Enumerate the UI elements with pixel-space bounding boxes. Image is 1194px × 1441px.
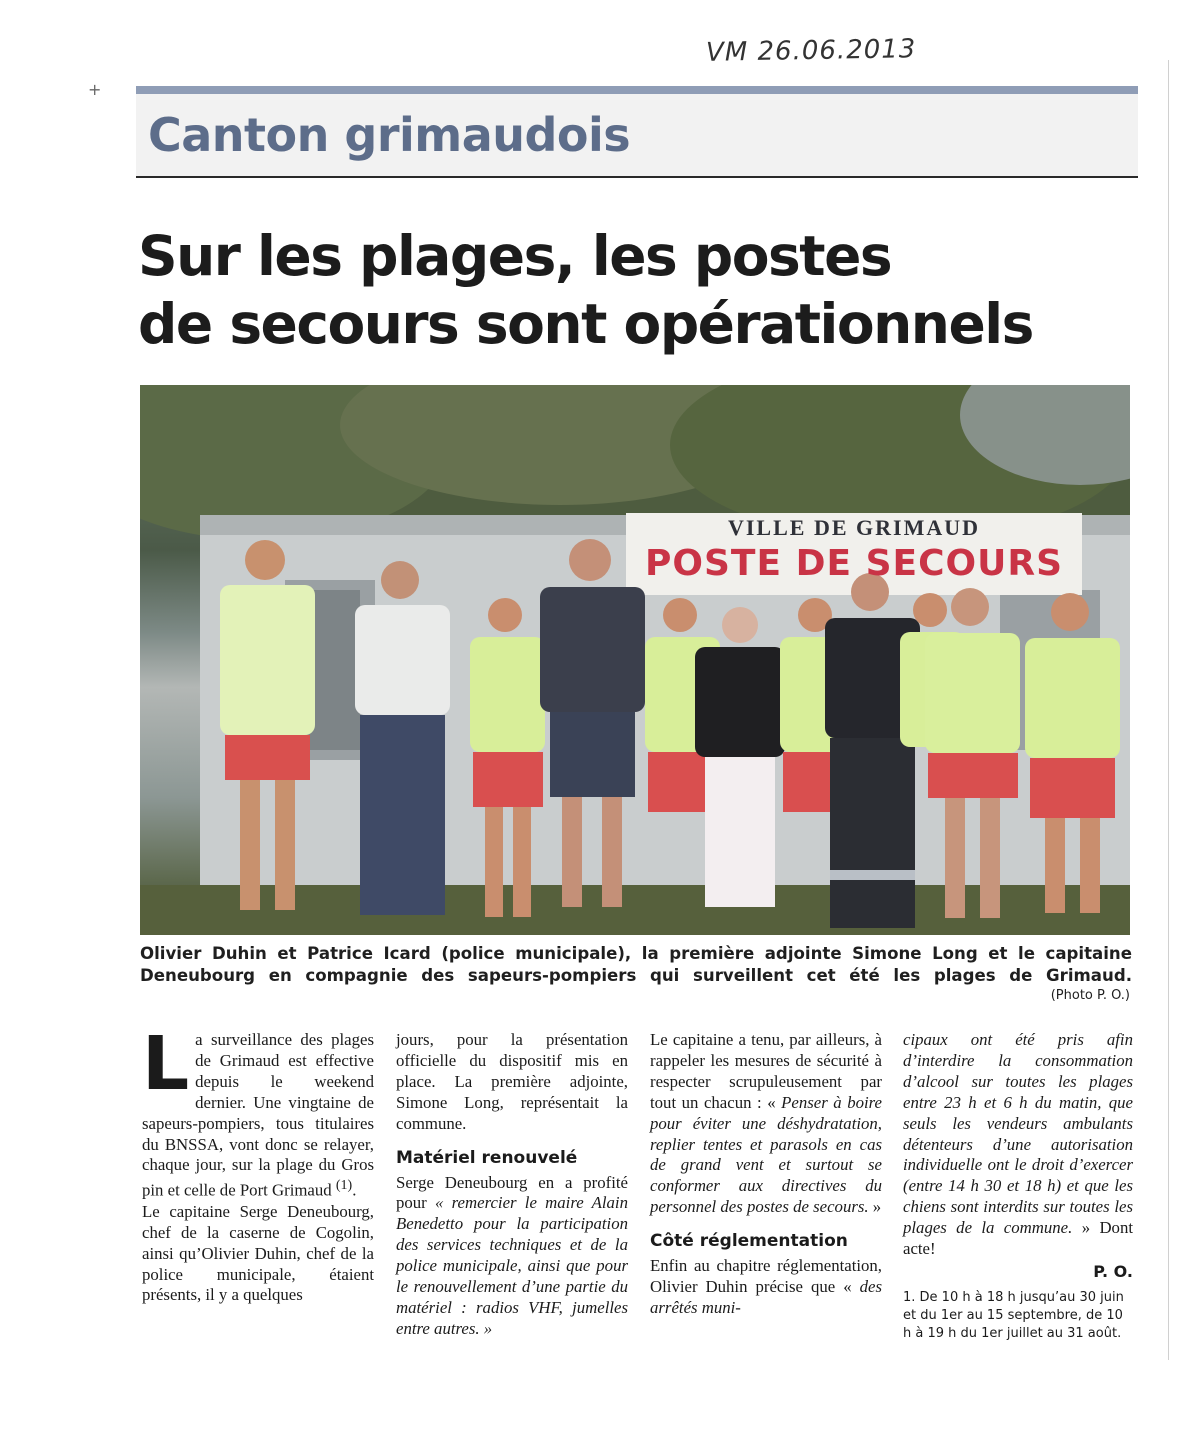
paragraph-5-quote: Penser à boire pour éviter une déshydratation, replier tentes et parasols en cas de grand vent et surtout se conformer aux directives du personnel des postes de secours. — [650, 1092, 882, 1217]
handwritten-date-note: VM 26.06.2013 — [705, 34, 917, 68]
paragraph-4-intro: Serge Deneubourg en a profité pour — [396, 1172, 628, 1213]
poste-de-secours-sign — [628, 515, 1080, 593]
section-top-rule — [136, 86, 1138, 94]
subheading-materiel: Matériel renouvelé — [396, 1147, 578, 1168]
page-fold-line — [1168, 60, 1169, 1360]
paragraph-2: Le capitaine Serge Deneubourg, chef de la caserne de Cogolin, ainsi qu’Olivier Duhin, chef de la police municipale, étaient présents, il y a quelques — [142, 1201, 374, 1305]
paragraph-7-end: » Dont acte! — [903, 1218, 1134, 1259]
sign-line-1: VILLE DE GRIMAUD — [727, 515, 981, 540]
section-bottom-rule — [136, 176, 1138, 178]
article-column-2 — [396, 1030, 628, 1340]
paragraph-7-quote: cipaux ont été pris afin d’interdire la consommation d’alcool sur toutes les plages entre 23 h et 6 h du matin, que seuls les vendeurs ambulants détenteurs d’une autorisation individuelle ont le droit d’exercer (entre 14 h 30 et 18 h) et que les chiens sont interdits sur toutes les plages de la commune. — [903, 1030, 1133, 1238]
paragraph-4 — [396, 1173, 628, 1340]
paragraph-6-quote: des arrêtés muni- — [650, 1277, 882, 1317]
paragraph-6 — [650, 1256, 882, 1319]
article-photo — [140, 385, 1130, 935]
footnote-ref: (1) — [335, 1178, 353, 1194]
footnote: 1. De 10 h à 18 h jusqu’au 30 juin et du 1er au 15 septembre, de 10 h à 19 h du 1er juillet au 31 août. — [903, 1289, 1124, 1341]
article-headline — [138, 222, 1138, 358]
paragraph-4-quote: « remercier le maire Alain Benedetto pour la participation des services techniques et de la police municipale, ainsi que pour le renouvellement d’une partie du matériel : radios VHF, jumelles entre autres. » — [396, 1193, 628, 1338]
section-title: Canton grimaudois — [148, 108, 631, 162]
paragraph-3: jours, pour la présentation officielle du dispositif mis en place. La première adjointe, Simone Long, représentait la commune. — [396, 1030, 628, 1133]
registration-mark: + — [88, 80, 102, 99]
paragraph-5-intro: Le capitaine a tenu, par ailleurs, à rappeler les mesures de sécurité à respecter scrupuleusement par tout un chacun : « — [650, 1030, 882, 1112]
paragraph-7 — [903, 1030, 1133, 1260]
headline-line-2: de secours sont opérationnels — [138, 292, 1033, 356]
section-header — [136, 86, 1138, 178]
photo-illustration — [140, 385, 1130, 935]
paragraph-1 — [142, 1021, 374, 1202]
sign-line-2: POSTE DE SECOURS — [644, 543, 1064, 584]
subheading-reglementation: Côté réglementation — [650, 1231, 848, 1252]
headline-line-1: Sur les plages, les postes — [138, 224, 892, 288]
paragraph-6-intro: Enfin au chapitre réglementation, Olivier Duhin précise que « — [650, 1256, 882, 1297]
author-signature: P. O. — [1093, 1261, 1133, 1281]
drop-cap: L — [142, 1021, 190, 1107]
article-column-3 — [650, 1030, 882, 1319]
paragraph-1-end: . — [352, 1180, 357, 1200]
photo-credit: (Photo P. O.) — [1050, 988, 1130, 1003]
paragraph-5-end: » — [872, 1197, 882, 1217]
paragraph-1-text: a surveillance des plages de Grimaud est effective depuis le weekend dernier. Une vingtaine de sapeurs-pompiers, tous titulaires du BNSSA, vont donc se relayer, chaque jour, sur la plage du Gros pin et celle de Port Grimaud — [142, 1030, 374, 1200]
article-column-4 — [903, 1030, 1133, 1343]
paragraph-5 — [650, 1030, 882, 1218]
photo-caption: Olivier Duhin et Patrice Icard (police municipale), la première adjointe Simone Long et le capitaine Deneubourg en compagnie des sapeurs-pompiers qui surveillent cet été les plages de Grimaud. — [140, 944, 1132, 985]
article-column-1 — [142, 1021, 374, 1306]
